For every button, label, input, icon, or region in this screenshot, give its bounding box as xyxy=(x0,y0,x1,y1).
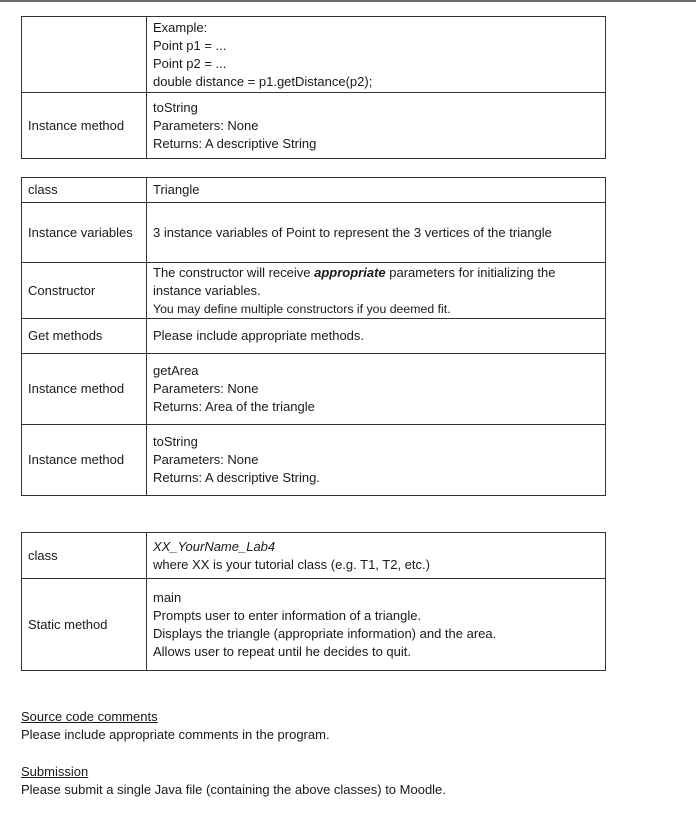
row-key xyxy=(22,17,147,93)
method-line: Allows user to repeat until he decides to quit. xyxy=(153,643,411,659)
method-line: Returns: Area of the triangle xyxy=(153,399,315,414)
method-line: Parameters: None xyxy=(153,117,259,133)
constructor-label: Constructor xyxy=(22,263,147,319)
example-line: Example: xyxy=(153,19,208,35)
class-note: where XX is your tutorial class (e.g. T1, T2, etc.) xyxy=(153,556,430,572)
constructor-line xyxy=(153,264,599,282)
table-row xyxy=(22,319,606,354)
table-row xyxy=(22,203,606,263)
method-line: Prompts user to enter information of a triangle. xyxy=(153,607,422,623)
tostring-cell xyxy=(147,425,606,496)
static-method-label: Static method xyxy=(22,579,147,671)
method-line: Returns: A descriptive String. xyxy=(153,470,320,485)
instance-vars-label: Instance variables xyxy=(22,203,147,263)
submission-text: Please submit a single Java file (containing the above classes) to Moodle. xyxy=(21,782,446,797)
table-row xyxy=(22,17,606,93)
example-line: Point p2 = ... xyxy=(153,55,227,71)
method-line: Parameters: None xyxy=(153,452,259,467)
constructor-line: instance variables. xyxy=(153,282,261,298)
submission-heading: Submission xyxy=(21,764,89,779)
class-name: Triangle xyxy=(147,178,606,203)
instance-vars-text: 3 instance variables of Point to represent the 3 vertices of the triangle xyxy=(147,203,606,263)
method-line: Parameters: None xyxy=(153,381,259,396)
get-methods-text: Please include appropriate methods. xyxy=(147,319,606,354)
main-cell xyxy=(147,579,606,671)
class-label: class xyxy=(22,178,147,203)
table-row xyxy=(22,425,606,496)
class-cell xyxy=(147,533,606,579)
table-row xyxy=(22,579,606,671)
class-name: XX_YourName_Lab4 xyxy=(153,538,276,554)
example-line: double distance = p1.getDistance(p2); xyxy=(153,73,373,89)
lab-class-table xyxy=(21,532,606,671)
submission-section xyxy=(21,763,446,799)
triangle-class-table xyxy=(21,177,606,496)
get-methods-label: Get methods xyxy=(22,319,147,354)
getarea-cell xyxy=(147,354,606,425)
constructor-line: You may define multiple constructors if you deemed fit. xyxy=(153,301,451,316)
method-line: toString xyxy=(153,434,198,449)
instance-method-label: Instance method xyxy=(22,425,147,496)
table-row xyxy=(22,263,606,319)
table-row xyxy=(22,354,606,425)
comments-text: Please include appropriate comments in the program. xyxy=(21,727,330,742)
constructor-pre: The constructor will receive xyxy=(153,264,315,280)
method-line: Displays the triangle (appropriate information) and the area. xyxy=(153,625,497,641)
constructor-cell xyxy=(147,263,606,319)
method-line: getArea xyxy=(153,363,199,378)
table-row xyxy=(22,93,606,159)
comments-section xyxy=(21,708,330,744)
constructor-post: parameters for initializing the xyxy=(385,264,556,280)
example-cell xyxy=(147,17,606,93)
point-class-table xyxy=(21,16,606,159)
constructor-emphasis: appropriate xyxy=(314,264,386,280)
class-label: class xyxy=(22,533,147,579)
table-row xyxy=(22,533,606,579)
method-line: toString xyxy=(153,99,198,115)
method-line: Returns: A descriptive String xyxy=(153,135,317,151)
example-line: Point p1 = ... xyxy=(153,37,227,53)
table-row xyxy=(22,178,606,203)
top-rule xyxy=(0,0,696,2)
method-line: main xyxy=(153,589,182,605)
row-key: Instance method xyxy=(22,93,147,159)
comments-heading: Source code comments xyxy=(21,709,158,724)
tostring-cell xyxy=(147,93,606,159)
instance-method-label: Instance method xyxy=(22,354,147,425)
